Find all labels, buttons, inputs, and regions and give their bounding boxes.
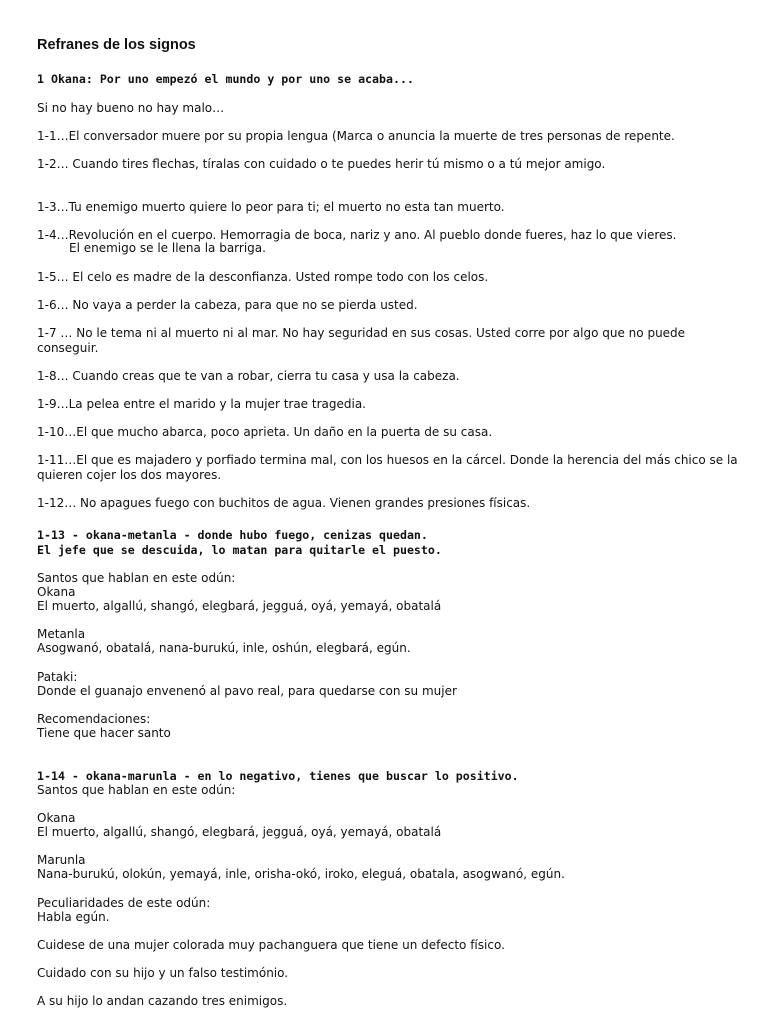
- peculiaridades-text: Habla egún.: [37, 910, 110, 924]
- refran-1-1: 1-1…El conversador muere por su propia lengua (Marca o anuncia la muerte de tres personas de repente.: [37, 129, 675, 143]
- refran-1-2: 1-2… Cuando tires flechas, tíralas con cuidado o te puedes herir tú mismo o a tú mejor amigo.: [37, 157, 606, 171]
- peculiaridades-label: Peculiaridades de este odún:: [37, 896, 211, 910]
- okana-label: Okana: [37, 585, 76, 599]
- marunla-santos-list: Nana-burukú, olokún, yemayá, inle, orisha-okó, iroko, eleguá, obatala, asogwanó, egún.: [37, 867, 565, 881]
- section-heading-1-13-continued: El jefe que se descuida, lo matan para quitarle el puesto.: [37, 543, 442, 557]
- okana-label: Okana: [37, 811, 76, 825]
- refran-1-4-continued: El enemigo se le llena la barriga.: [69, 241, 266, 255]
- refran-1-7: 1-7 … No le tema ni al muerto ni al mar. No hay seguridad en sus cosas. Usted corre por algo que no puede: [37, 326, 686, 340]
- advice-line: Cuidese de una mujer colorada muy pachanguera que tiene un defecto físico.: [37, 938, 505, 952]
- section-heading-1-14: 1-14 - okana-marunla - en lo negativo, tienes que buscar lo positivo.: [37, 769, 519, 783]
- refran-1-7-continued: conseguir.: [37, 341, 99, 355]
- pataki-label: Pataki:: [37, 670, 78, 684]
- refran-1-10: 1-10…El que mucho abarca, poco aprieta. Un daño en la puerta de su casa.: [37, 425, 493, 439]
- page-title: Refranes de los signos: [37, 37, 196, 53]
- refran-1-11: 1-11…El que es majadero y porfiado termina mal, con los huesos en la cárcel. Donde la herencia del más chico se la: [37, 453, 738, 467]
- metanla-santos-list: Asogwanó, obatalá, nana-burukú, inle, oshún, elegbará, egún.: [37, 641, 411, 655]
- santos-label: Santos que hablan en este odún:: [37, 783, 236, 797]
- advice-line: A su hijo lo andan cazando tres enimigos.: [37, 994, 288, 1008]
- okana-santos-list: El muerto, algallú, shangó, elegbará, jegguá, oyá, yemayá, obatalá: [37, 825, 442, 839]
- refran-1-11-continued: quieren cojer los dos mayores.: [37, 468, 222, 482]
- refran-1-3: 1-3…Tu enemigo muerto quiere lo peor para ti; el muerto no esta tan muerto.: [37, 200, 505, 214]
- refran-1-9: 1-9…La pelea entre el marido y la mujer trae tragedia.: [37, 397, 366, 411]
- recomendaciones-text: Tiene que hacer santo: [37, 726, 171, 740]
- section-heading-okana: 1 Okana: Por uno empezó el mundo y por uno se acaba...: [37, 72, 414, 86]
- refran-1-6: 1-6… No vaya a perder la cabeza, para que no se pierda usted.: [37, 298, 418, 312]
- section-heading-1-13: 1-13 - okana-metanla - donde hubo fuego, cenizas quedan.: [37, 528, 428, 542]
- refran-1-8: 1-8… Cuando creas que te van a robar, cierra tu casa y usa la cabeza.: [37, 369, 460, 383]
- metanla-label: Metanla: [37, 627, 86, 641]
- marunla-label: Marunla: [37, 853, 86, 867]
- okana-santos-list: El muerto, algallú, shangó, elegbará, jegguá, oyá, yemayá, obatalá: [37, 599, 442, 613]
- refran-1-4: 1-4…Revolución en el cuerpo. Hemorragia de boca, nariz y ano. Al pueblo donde fueres, haz lo que vieres.: [37, 228, 677, 242]
- pataki-text: Donde el guanajo envenenó al pavo real, para quedarse con su mujer: [37, 684, 457, 698]
- refran-1-12: 1-12… No apagues fuego con buchitos de agua. Vienen grandes presiones físicas.: [37, 496, 531, 510]
- santos-label: Santos que hablan en este odún:: [37, 571, 236, 585]
- advice-line: Cuidado con su hijo y un falso testimónio.: [37, 966, 289, 980]
- refran-1-5: 1-5… El celo es madre de la desconfianza. Usted rompe todo con los celos.: [37, 270, 489, 284]
- intro-line: Si no hay bueno no hay malo…: [37, 101, 225, 115]
- recomendaciones-label: Recomendaciones:: [37, 712, 151, 726]
